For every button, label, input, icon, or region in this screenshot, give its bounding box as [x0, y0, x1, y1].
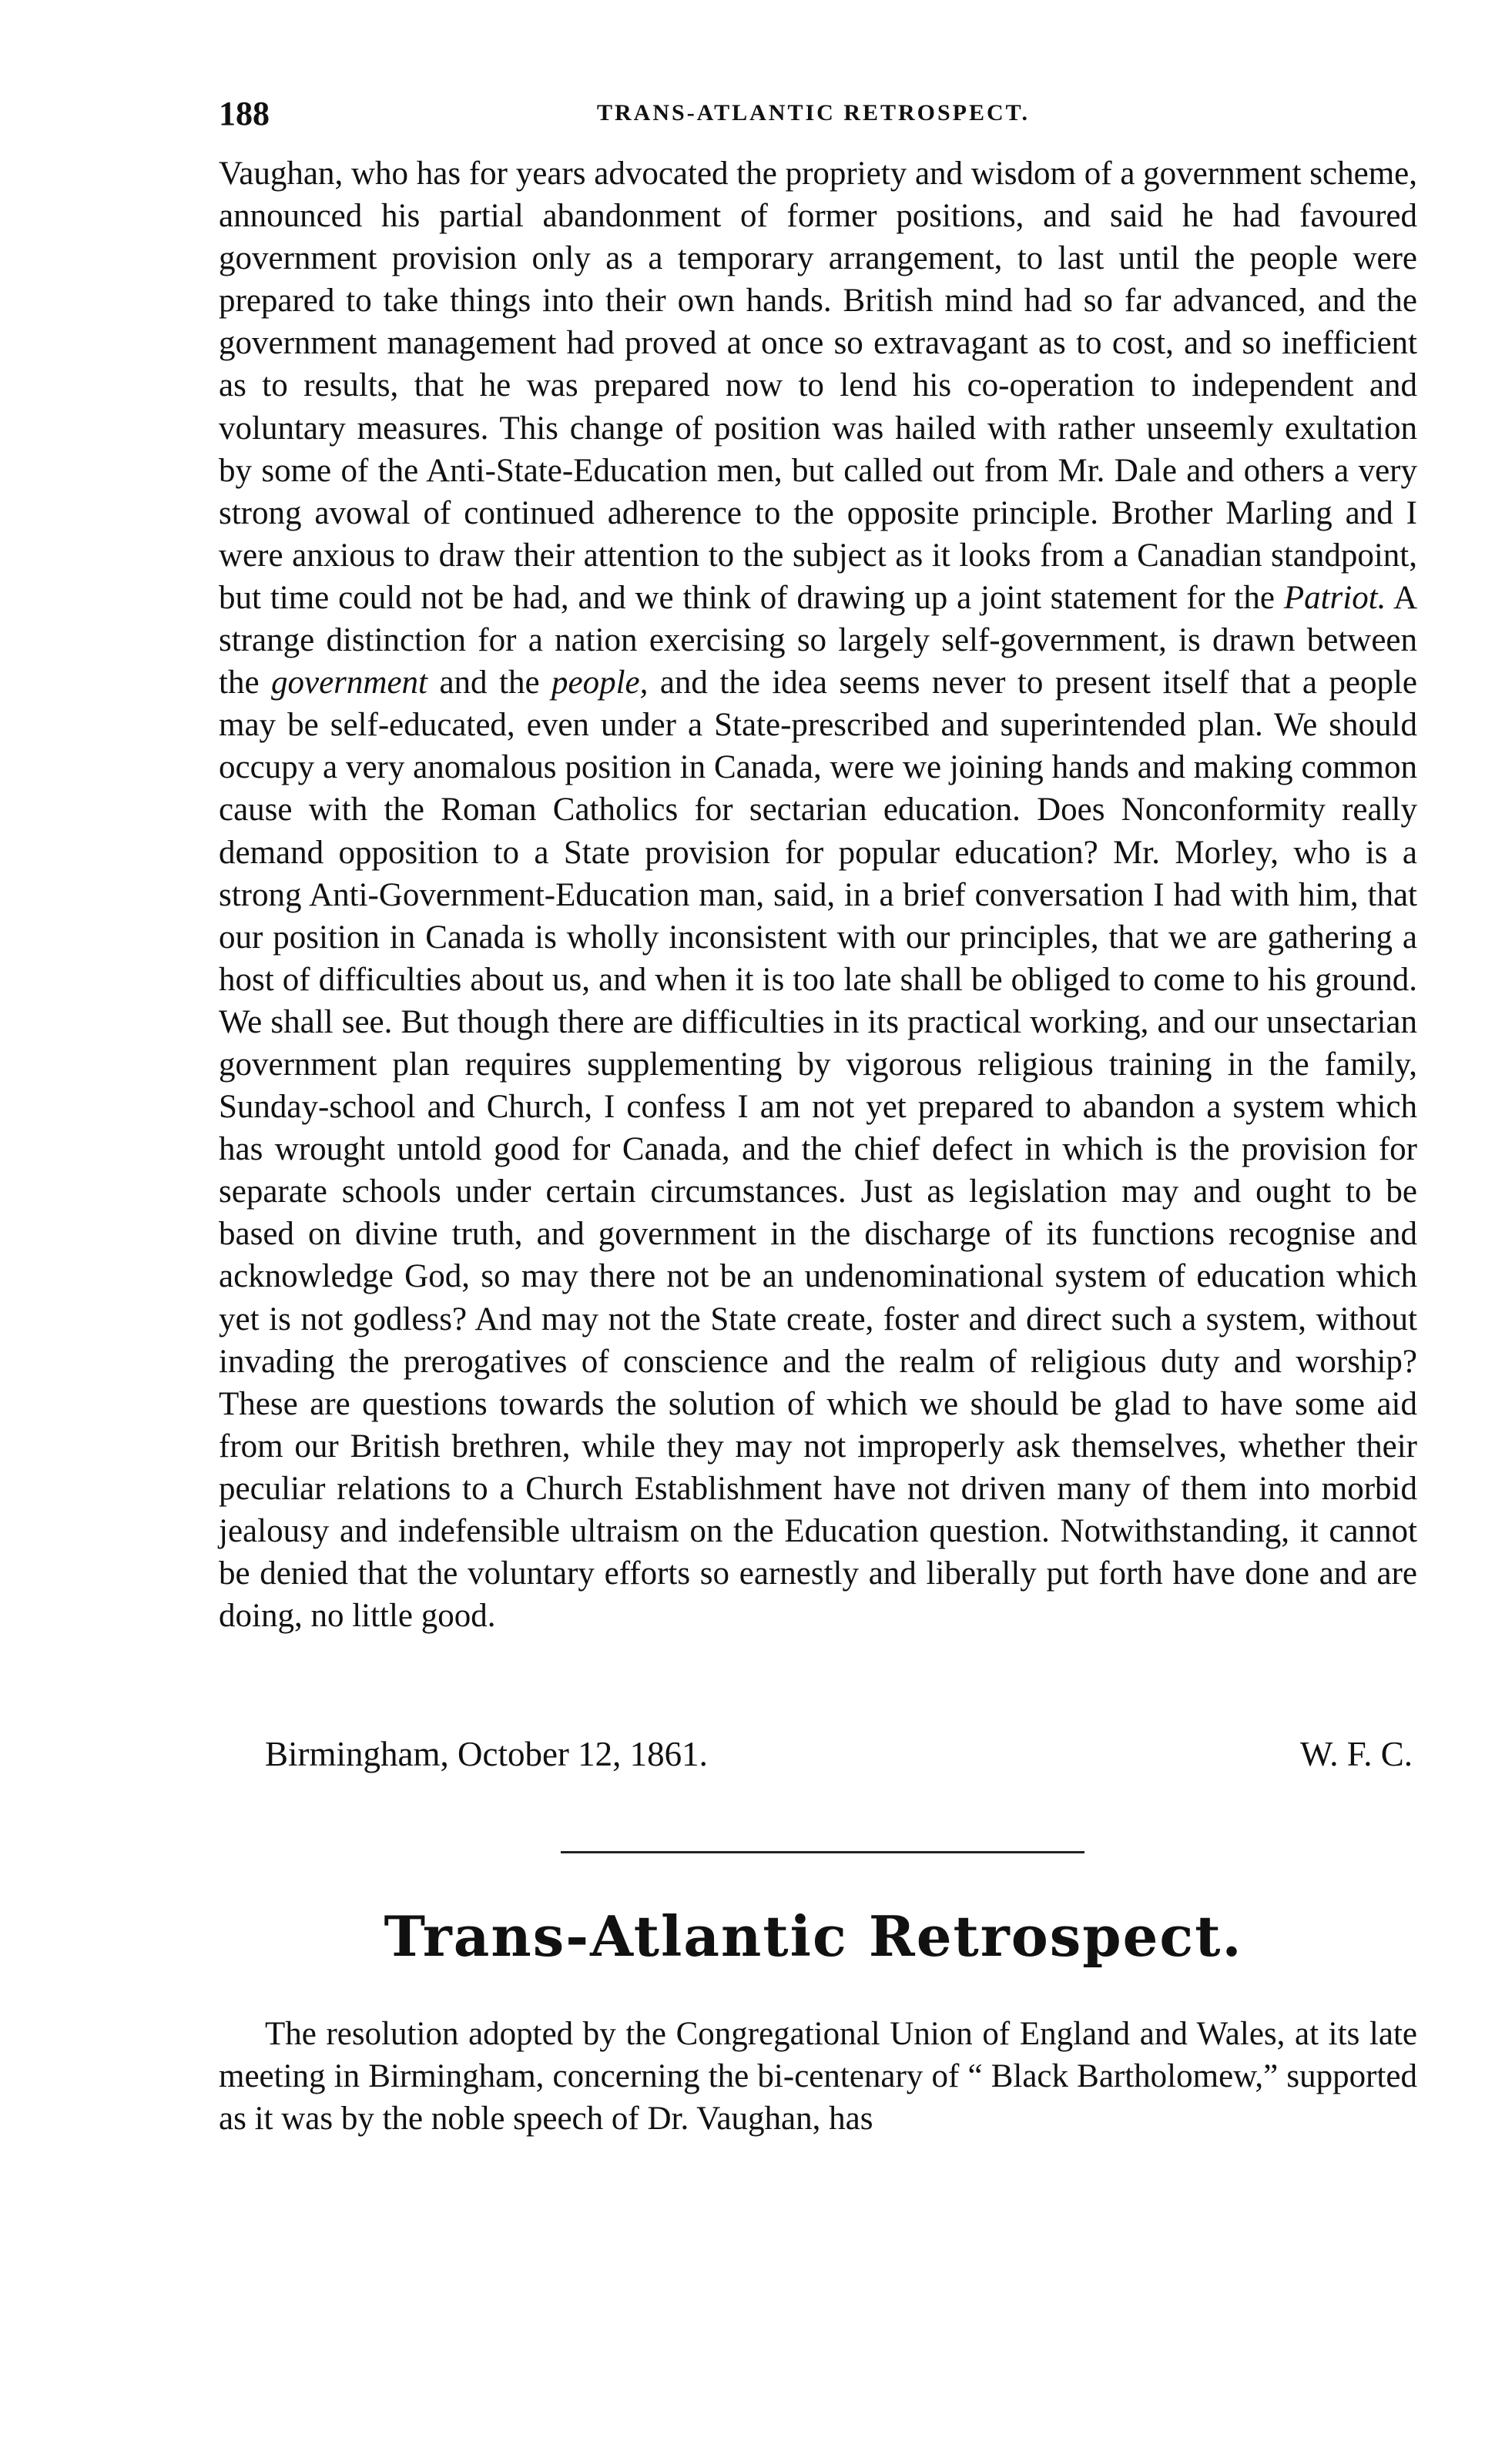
signoff-initials: W. F. C.	[1299, 1735, 1413, 1773]
section-body: The resolution adopted by the Congregational Union of England and Wales, at its late meeting in Birmingham, concerning the bi-centenary of “ Black Bartholomew,” supported as it was by the noble speech of Dr. Vaughan, has	[219, 2016, 1417, 2138]
government-italic: government	[271, 665, 427, 701]
patriot-italic: Patriot.	[1283, 579, 1386, 616]
letter-text-part2: A strange distinction for a nation exercising so largely self-government, is drawn between the	[219, 579, 1417, 701]
running-head	[213, 94, 1414, 140]
people-italic: people,	[551, 665, 649, 701]
section-divider	[561, 1851, 1084, 1853]
letter-body	[219, 152, 1417, 1637]
letter-text-part1: Vaughan, who has for years advocated the propriety and wisdom of a government scheme, announced his partial abandonment of former positions, and said he had favoured government provision only as a temporary arrangement, to last until the people were prepared to take things into their own hands. British mind had so far advanced, and the government management had proved at once so extravagant as to cost, and so inefficient as to results, that he was prepared now to lend his co-operation to independent and voluntary measures. This change of position was hailed with rather unseemly exultation by some of the Anti-State-Education men, but called out from Mr. Dale and others a very strong avowal of continued adherence to the opposite principle. Brother Marling and I were anxious to draw their attention to the subject as it looks from a Canadian standpoint, but time could not be had, and we think of drawing up a joint statement for the	[219, 156, 1417, 616]
page-number: 188	[219, 95, 270, 132]
running-title: TRANS-ATLANTIC RETROSPECT.	[597, 100, 1030, 126]
signoff-place-date: Birmingham, October 12, 1861.	[265, 1735, 708, 1773]
section-heading: Trans-Atlantic Retrospect.	[384, 1903, 1243, 1969]
letter-text-part3: and the	[427, 665, 551, 701]
letter-text-part4: and the idea seems never to present itself that a people may be self-educated, even under a State-prescribed and superintended plan. We should occupy a very anomalous position in Canada, were we joining hands and making common cause with the Roman Catholics for sectarian education. Does Nonconformity really demand opposition to a State provision for popular education? Mr. Morley, who is a strong Anti-Government-Education man, said, in a brief conversation I had with him, that our position in Canada is wholly inconsistent with our principles, that we are gathering a host of difficulties about us, and when it is too late shall be obliged to come to his ground. We shall see. But though there are difficulties in its practical working, and our unsectarian government plan requires supplementing by vigorous religious training in the family, Sunday-school and Church, I confess I am not yet prepared to abandon a system which has wrought untold good for Canada, and the chief defect in which is the provision for separate schools under certain circumstances. Just as legislation may and ought to be based on divine truth, and government in the discharge of its functions recognise and acknowledge God, so may there not be an undenominational system of education which yet is not godless? And may not the State create, foster and direct such a system, without invading the prerogatives of conscience and the realm of religious duty and worship? These are questions towards the solution of which we should be glad to have some aid from our British brethren, while they may not improperly ask themselves, whether their peculiar relations to a Church Establishment have not driven many of them into morbid jealousy and indefensible ultraism on the Education question. Notwithstanding, it cannot be denied that the voluntary efforts so earnestly and liberally put forth have done and are doing, no little good.	[219, 665, 1417, 1635]
letter-signoff	[265, 1734, 1413, 1780]
